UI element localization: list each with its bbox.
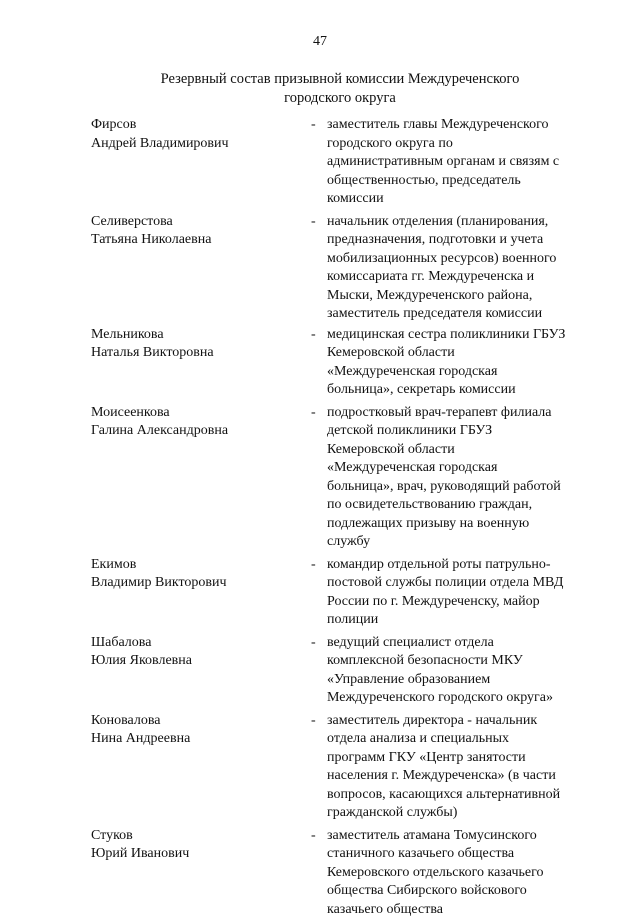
- member-name: [91, 712, 311, 823]
- member-role-line: ведущий специалист отдела: [327, 634, 579, 653]
- member-role-line: детской поликлиники ГБУЗ: [327, 422, 579, 441]
- member-role-line: подлежащих призыву на военную: [327, 515, 579, 534]
- member-given-names: Нина Андреевна: [91, 730, 311, 749]
- member-given-names: Андрей Владимирович: [91, 135, 311, 154]
- member-entry: [91, 556, 611, 630]
- member-role-line: службу: [327, 533, 579, 552]
- member-role-line: городского округа по: [327, 135, 579, 154]
- member-name: [91, 326, 311, 400]
- member-name: [91, 634, 311, 708]
- member-role-line: медицинская сестра поликлиники ГБУЗ: [327, 326, 579, 345]
- member-role-line: общественностью, председатель: [327, 172, 579, 191]
- member-role-line: больница», секретарь комиссии: [327, 381, 579, 400]
- member-surname: Стуков: [91, 827, 311, 846]
- member-role-line: полиции: [327, 611, 579, 630]
- member-role: [327, 712, 579, 823]
- member-role-line: «Междуреченская городская: [327, 459, 579, 478]
- member-role-line: отдела анализа и специальных: [327, 730, 579, 749]
- member-name: [91, 404, 311, 552]
- member-role-line: «Управление образованием: [327, 671, 579, 690]
- member-dash: -: [311, 556, 331, 630]
- document-title-line-2: городского округа: [140, 89, 540, 108]
- member-dash: -: [311, 213, 331, 324]
- member-given-names: Наталья Викторовна: [91, 344, 311, 363]
- member-role-line: подростковый врач-терапевт филиала: [327, 404, 579, 423]
- member-role-line: административным органам и связям с: [327, 153, 579, 172]
- member-role-line: гражданской службы): [327, 804, 579, 823]
- member-dash: -: [311, 404, 331, 552]
- member-surname: Мельникова: [91, 326, 311, 345]
- member-role-line: Кемеровского отдельского казачьего: [327, 864, 579, 883]
- member-role-line: мобилизационных ресурсов) военного: [327, 250, 579, 269]
- member-role-line: комиссии: [327, 190, 579, 209]
- member-role: [327, 827, 579, 919]
- member-given-names: Владимир Викторович: [91, 574, 311, 593]
- member-role-line: комплексной безопасности МКУ: [327, 652, 579, 671]
- member-role-line: больница», врач, руководящий работой: [327, 478, 579, 497]
- member-dash: -: [311, 634, 331, 708]
- member-role-line: по освидетельствованию граждан,: [327, 496, 579, 515]
- member-surname: Шабалова: [91, 634, 311, 653]
- member-surname: Екимов: [91, 556, 311, 575]
- member-role-line: предназначения, подготовки и учета: [327, 231, 579, 250]
- member-dash: -: [311, 326, 331, 400]
- member-surname: Коновалова: [91, 712, 311, 731]
- member-role: [327, 213, 579, 324]
- member-role-line: Мыски, Междуреченского района,: [327, 287, 579, 306]
- member-given-names: Юлия Яковлевна: [91, 652, 311, 671]
- member-name: [91, 827, 311, 919]
- member-entry: [91, 404, 611, 552]
- member-role-line: начальник отделения (планирования,: [327, 213, 579, 232]
- document-title: [140, 70, 540, 108]
- member-entry: [91, 326, 611, 400]
- member-role-line: станичного казачьего общества: [327, 845, 579, 864]
- member-role-line: Кемеровской области: [327, 441, 579, 460]
- member-role-line: России по г. Междуреченску, майор: [327, 593, 579, 612]
- member-entry: [91, 827, 611, 919]
- member-role-line: заместитель директора - начальник: [327, 712, 579, 731]
- member-role-line: населения г. Междуреченска» (в части: [327, 767, 579, 786]
- member-given-names: Галина Александровна: [91, 422, 311, 441]
- member-role-line: командир отдельной роты патрульно-: [327, 556, 579, 575]
- member-role: [327, 326, 579, 400]
- member-role-line: казачьего общества: [327, 901, 579, 919]
- member-dash: -: [311, 116, 331, 209]
- member-role: [327, 556, 579, 630]
- member-dash: -: [311, 827, 331, 919]
- member-entry: [91, 634, 611, 708]
- member-role: [327, 634, 579, 708]
- member-name: [91, 116, 311, 209]
- member-role-line: вопросов, касающихся альтернативной: [327, 786, 579, 805]
- member-role-line: заместитель председателя комиссии: [327, 305, 579, 324]
- member-role-line: Кемеровской области: [327, 344, 579, 363]
- commission-members-list: [91, 116, 611, 919]
- member-name: [91, 213, 311, 324]
- member-role-line: Междуреченского городского округа»: [327, 689, 579, 708]
- member-dash: -: [311, 712, 331, 823]
- member-role-line: комиссариата гг. Междуреченска и: [327, 268, 579, 287]
- member-entry: [91, 712, 611, 823]
- page-number: 47: [0, 34, 640, 50]
- member-role-line: общества Сибирского войскового: [327, 882, 579, 901]
- member-surname: Фирсов: [91, 116, 311, 135]
- member-entry: [91, 213, 611, 324]
- member-surname: Селиверстова: [91, 213, 311, 232]
- member-role-line: постовой службы полиции отдела МВД: [327, 574, 579, 593]
- member-role-line: заместитель атамана Томусинского: [327, 827, 579, 846]
- member-role-line: заместитель главы Междуреченского: [327, 116, 579, 135]
- member-role-line: «Междуреченская городская: [327, 363, 579, 382]
- member-role-line: программ ГКУ «Центр занятости: [327, 749, 579, 768]
- member-given-names: Татьяна Николаевна: [91, 231, 311, 250]
- member-role: [327, 404, 579, 552]
- document-title-line-1: Резервный состав призывной комиссии Междуреченского: [140, 70, 540, 89]
- member-name: [91, 556, 311, 630]
- member-role: [327, 116, 579, 209]
- member-surname: Моисеенкова: [91, 404, 311, 423]
- member-entry: [91, 116, 611, 209]
- member-given-names: Юрий Иванович: [91, 845, 311, 864]
